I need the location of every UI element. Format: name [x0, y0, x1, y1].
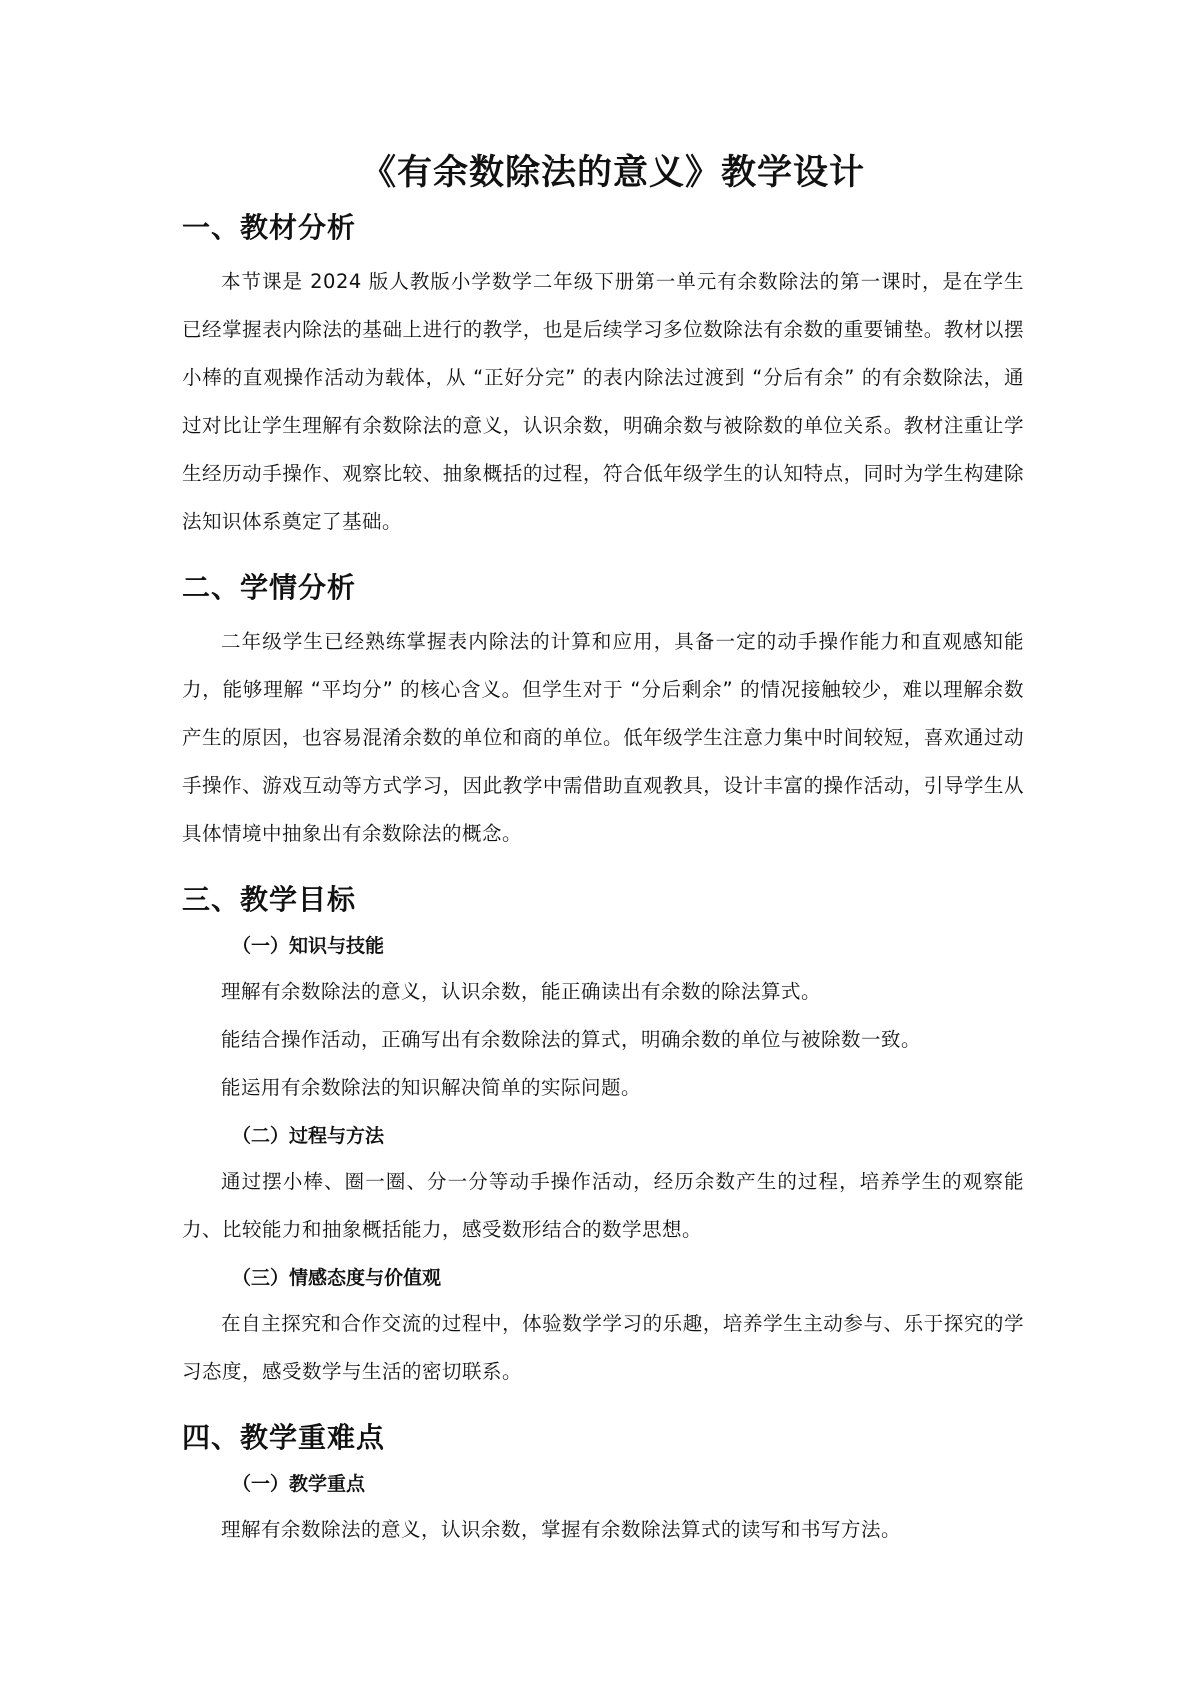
section-heading: 一、教材分析: [182, 211, 357, 244]
paragraph: 通过摆小棒、圈一圈、分一分等动手操作活动，经历余数产生的过程，培养学生的观察能力、比较能力和抽象概括能力，感受数形结合的数学思想。: [182, 1170, 1024, 1241]
subsection-heading: （一）知识与技能: [232, 935, 385, 957]
section-student-analysis: [182, 566, 1024, 858]
section-teaching-goals: [182, 878, 1024, 1396]
document-title: 《有余数除法的意义》教学设计: [360, 153, 865, 193]
section-key-points: [182, 1416, 1024, 1554]
section-heading: 四、教学重难点: [182, 1421, 386, 1454]
paragraph: 理解有余数除法的意义，认识余数，掌握有余数除法算式的读写和书写方法。: [221, 1518, 902, 1541]
paragraph: 理解有余数除法的意义，认识余数，能正确读出有余数的除法算式。: [221, 980, 822, 1003]
subsection-heading: （一）教学重点: [232, 1473, 366, 1495]
section-textbook-analysis: [182, 206, 1024, 546]
section-heading: 二、学情分析: [182, 571, 357, 604]
subsection-heading: （三）情感态度与价值观: [232, 1267, 442, 1289]
section-heading: 三、教学目标: [182, 883, 357, 916]
subsection-heading: （二）过程与方法: [232, 1125, 385, 1147]
paragraph: 能运用有余数除法的知识解决简单的实际问题。: [221, 1076, 642, 1099]
paragraph: 本节课是 2024 版人教版小学数学二年级下册第一单元有余数除法的第一课时，是在学生已经掌握表内除法的基础上进行的教学，也是后续学习多位数除法有余数的重要铺垫。教材以摆小棒的直观操作活动为载体，从 “正好分完” 的表内除法过渡到 “分后有余” 的有余数除法，通过对比让学生理解有余数除法的意义，认识余数，明确余数与被除数的单位关系。教材注重让学生经历动手操作、观察比较、抽象概括的过程，符合低年级学生的认知特点，同时为学生构建除法知识体系奠定了基础。: [182, 270, 1024, 533]
paragraph: 二年级学生已经熟练掌握表内除法的计算和应用，具备一定的动手操作能力和直观感知能力，能够理解 “平均分” 的核心含义。但学生对于 “分后剩余” 的情况接触较少，难以理解余数产生的原因，也容易混淆余数的单位和商的单位。低年级学生注意力集中时间较短，喜欢通过动手操作、游戏互动等方式学习，因此教学中需借助直观教具，设计丰富的操作活动，引导学生从具体情境中抽象出有余数除法的概念。: [182, 630, 1024, 845]
paragraph: 能结合操作活动，正确写出有余数除法的算式，明确余数的单位与被除数一致。: [221, 1028, 922, 1051]
paragraph: 在自主探究和合作交流的过程中，体验数学学习的乐趣，培养学生主动参与、乐于探究的学习态度，感受数学与生活的密切联系。: [182, 1312, 1024, 1383]
